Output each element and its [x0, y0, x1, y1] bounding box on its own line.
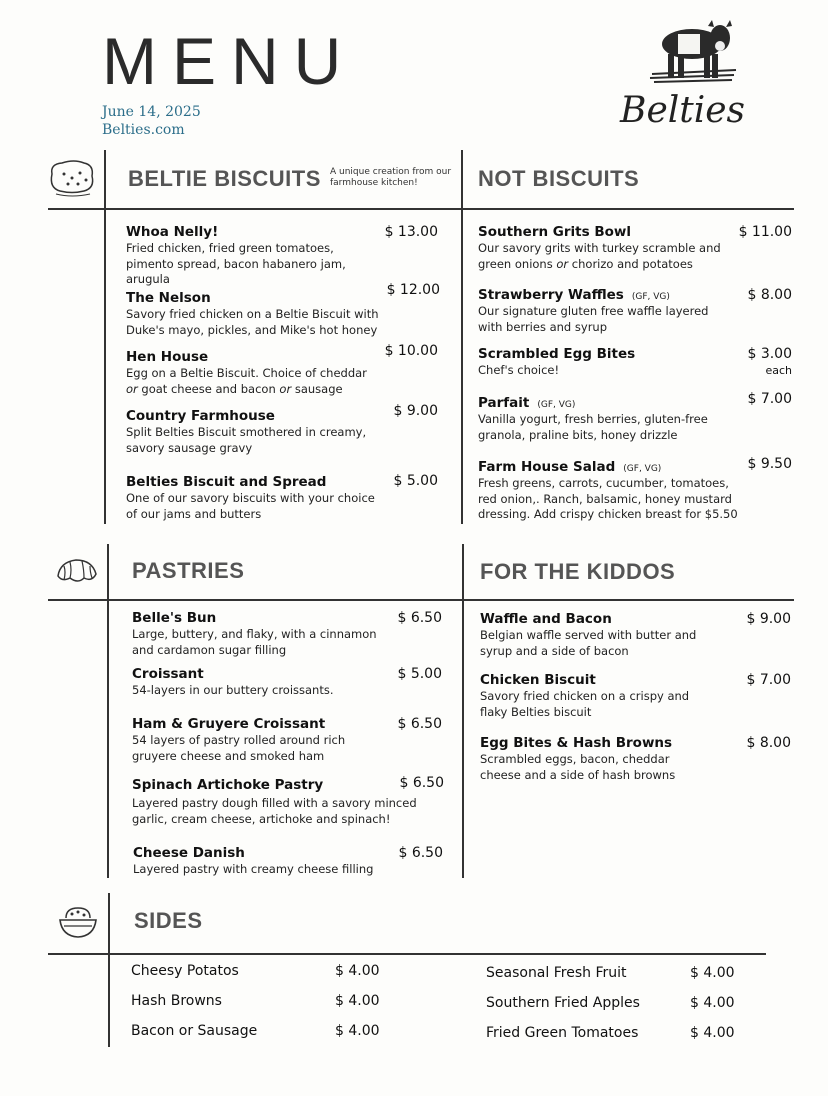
item-name: Strawberry Waffles (GF, VG): [478, 287, 670, 303]
item-name: Egg Bites & Hash Browns: [480, 735, 673, 751]
menu-item: [478, 346, 794, 379]
item-name: Chicken Biscuit: [480, 672, 596, 688]
item-price: $ 7.00: [747, 391, 792, 407]
dietary-tag: (GF, VG): [537, 400, 576, 410]
item-description: Our signature gluten free waffle layered with berries and syrup: [478, 304, 709, 334]
menu-item: [480, 672, 793, 720]
website-link[interactable]: Belties.com: [102, 122, 185, 138]
section-title-kiddos: FOR THE KIDDOS: [480, 559, 676, 584]
side-item-name: Hash Browns: [131, 993, 222, 1009]
brand-logo: Belties: [620, 90, 746, 131]
item-price: $ 6.50: [397, 610, 442, 626]
item-price: $ 6.50: [399, 775, 444, 791]
item-price: $ 7.00: [746, 672, 791, 688]
item-name: Croissant: [132, 666, 204, 682]
biscuit-icon: [46, 156, 98, 200]
item-name: The Nelson: [126, 290, 211, 306]
menu-item: [478, 287, 794, 335]
item-name: Country Farmhouse: [126, 408, 275, 424]
item-name: Cheese Danish: [133, 845, 245, 861]
side-item-name: Southern Fried Apples: [486, 995, 640, 1011]
menu-item: [132, 610, 442, 658]
item-name: Ham & Gruyere Croissant: [132, 716, 326, 732]
item-price: $ 9.00: [746, 611, 791, 627]
section-title-pastries: PASTRIES: [132, 558, 245, 583]
menu-item: [132, 777, 442, 827]
item-price: $ 11.00: [738, 224, 792, 240]
menu-item: [133, 845, 443, 878]
item-price: $ 13.00: [384, 224, 438, 240]
item-price: $ 12.00: [386, 282, 440, 298]
side-item-name: Cheesy Potatos: [131, 963, 239, 979]
section-divider: [108, 893, 110, 1047]
item-description: Belgian waffle served with butter and syrup and a side of bacon: [480, 628, 697, 658]
item-description: Layered pastry with creamy cheese filling: [133, 862, 374, 876]
item-description: Fried chicken, fried green tomatoes, pimento spread, bacon habanero jam, arugula: [126, 241, 346, 286]
side-item-name: Seasonal Fresh Fruit: [486, 965, 627, 981]
menu-item: [132, 716, 442, 764]
menu-item: [132, 666, 442, 699]
section-title-not-biscuits: NOT BISCUITS: [478, 166, 640, 191]
item-description: 54 layers of pastry rolled around rich gruyere cheese and smoked ham: [132, 733, 346, 763]
item-description: Layered pastry dough filled with a savory minced garlic, cream cheese, artichoke and spinach!: [132, 796, 417, 826]
item-price: $ 6.50: [397, 716, 442, 732]
menu-item: [478, 391, 794, 443]
menu-item: [478, 224, 794, 272]
dietary-tag: (GF, VG): [631, 292, 670, 302]
menu-item: [126, 282, 442, 338]
side-item-name: Fried Green Tomatoes: [486, 1025, 639, 1041]
item-name: Southern Grits Bowl: [478, 224, 632, 240]
item-name: Parfait (GF, VG): [478, 395, 576, 411]
item-price: $ 3.00: [747, 346, 792, 362]
item-name: Hen House: [126, 349, 209, 365]
side-item-price: $ 4.00: [335, 963, 380, 979]
item-name: Farm House Salad (GF, VG): [478, 459, 662, 475]
item-description: Savory fried chicken on a Beltie Biscuit with Duke's mayo, pickles, and Mike's hot honey: [126, 307, 379, 337]
cow-logo-icon: [648, 16, 740, 86]
section-title-sides: SIDES: [134, 908, 203, 933]
item-name: Belties Biscuit and Spread: [126, 474, 327, 490]
section-title-biscuits: BELTIE BISCUITS: [128, 166, 321, 191]
item-name: Whoa Nelly!: [126, 224, 219, 240]
biscuits-tagline: A unique creation from our farmhouse kitchen!: [330, 167, 452, 188]
item-description: Chef's choice!: [478, 363, 560, 377]
price-unit: each: [765, 364, 792, 377]
dietary-tag: (GF, VG): [623, 464, 662, 474]
item-price: $ 5.00: [397, 666, 442, 682]
item-price: $ 9.50: [747, 456, 792, 472]
item-description: Savory fried chicken on a crispy and flaky Belties biscuit: [480, 689, 690, 719]
item-description: Large, buttery, and flaky, with a cinnamon and cardamon sugar filling: [132, 627, 377, 657]
side-item-price: $ 4.00: [335, 993, 380, 1009]
item-description: Our savory grits with turkey scramble and green onions or chorizo and potatoes: [478, 241, 721, 271]
section-rule: [48, 953, 766, 955]
section-divider: [104, 150, 106, 524]
item-price: $ 10.00: [384, 343, 438, 359]
column-divider: [461, 150, 463, 524]
item-description: Fresh greens, carrots, cucumber, tomatoes, red onion,. Ranch, balsamic, honey mustard dressing. Add crispy chicken breast for $5.50: [478, 476, 738, 521]
menu-item: [480, 611, 793, 659]
item-name: Belle's Bun: [132, 610, 217, 626]
side-item-price: $ 4.00: [335, 1023, 380, 1039]
menu-item: [126, 403, 442, 456]
side-item-price: $ 4.00: [690, 1025, 735, 1041]
section-rule: [48, 208, 794, 210]
item-name: Waffle and Bacon: [480, 611, 612, 627]
menu-item: [478, 456, 794, 523]
menu-item: [126, 343, 442, 397]
side-item-price: $ 4.00: [690, 995, 735, 1011]
menu-item: [126, 224, 442, 288]
side-item-name: Bacon or Sausage: [131, 1023, 258, 1039]
section-divider: [107, 544, 109, 878]
item-description: Egg on a Beltie Biscuit. Choice of cheddar or goat cheese and bacon or sausage: [126, 366, 367, 396]
item-name: Spinach Artichoke Pastry: [132, 777, 324, 793]
item-price: $ 9.00: [393, 403, 438, 419]
menu-item: [480, 735, 793, 783]
item-price: $ 8.00: [746, 735, 791, 751]
side-item-price: $ 4.00: [690, 965, 735, 981]
item-name: Scrambled Egg Bites: [478, 346, 636, 362]
section-rule: [48, 599, 794, 601]
item-price: $ 6.50: [398, 845, 443, 861]
column-divider: [462, 544, 464, 878]
menu-date: June 14, 2025: [102, 104, 201, 120]
item-description: Split Belties Biscuit smothered in creamy, savory sausage gravy: [126, 425, 367, 455]
menu-title: MENU: [102, 24, 357, 98]
item-description: 54-layers in our buttery croissants.: [132, 683, 334, 697]
bowl-icon: [56, 904, 100, 942]
item-price: $ 8.00: [747, 287, 792, 303]
croissant-icon: [54, 554, 100, 588]
menu-item: [126, 474, 442, 522]
item-description: Scrambled eggs, bacon, cheddar cheese and a side of hash browns: [480, 752, 676, 782]
item-price: $ 5.00: [393, 473, 438, 489]
item-description: Vanilla yogurt, fresh berries, gluten-free granola, praline bits, honey drizzle: [478, 412, 708, 442]
item-description: One of our savory biscuits with your choice of our jams and butters: [126, 491, 375, 521]
